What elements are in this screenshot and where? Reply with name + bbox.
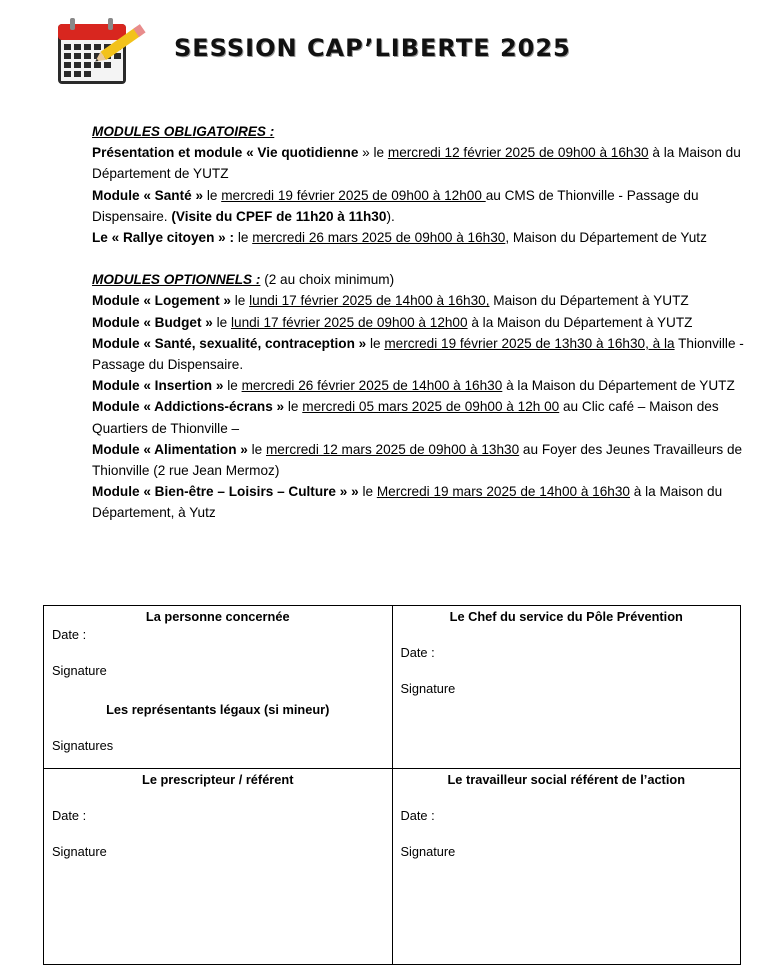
module-alimentation: Module « Alimentation » le mercredi 12 mars 2025 de 09h00 à 13h30 au Foyer des Jeunes Travailleurs de Thionville (2 rue Jean Mermoz)	[92, 441, 743, 479]
module-rallye-citoyen: Le « Rallye citoyen » : le mercredi 26 mars 2025 de 09h00 à 16h30, Maison du Département de Yutz	[92, 230, 707, 246]
document-body	[92, 121, 752, 524]
calendar-pencil-icon	[52, 14, 154, 88]
cell-title: Le prescripteur / référent	[142, 772, 294, 787]
module-logement: Module « Logement » le lundi 17 février 2025 de 14h00 à 16h30, Maison du Département à YUTZ	[92, 293, 689, 309]
module-budget: Module « Budget » le lundi 17 février 2025 de 09h00 à 12h00 à la Maison du Département à YUTZ	[92, 314, 693, 330]
module-addictions-ecrans: Module « Addictions-écrans » le mercredi 05 mars 2025 de 09h00 à 12h 00 au Clic café – Maison des Quartiers de Thionville –	[92, 399, 719, 436]
signature-cell-chef	[392, 606, 741, 769]
module-sante-sexualite: Module « Santé, sexualité, contraception » le mercredi 19 février 2025 de 13h30 à 16h30, à la Thionville - Passage du Dispensaire.	[92, 335, 744, 373]
date-label: Date :	[400, 645, 435, 660]
cell-title: Le Chef du service du Pôle Prévention	[449, 609, 683, 624]
cell-title: Le travailleur social référent de l’action	[447, 772, 686, 787]
signature-label: Signature	[400, 844, 456, 859]
date-label: Date :	[52, 627, 87, 642]
cell-title: La personne concernée	[145, 609, 290, 624]
signature-label: Signature	[52, 663, 107, 678]
signature-label: Signature	[52, 844, 107, 859]
module-sante: Module « Santé » le mercredi 19 février 2025 de 09h00 à 12h00 au CMS de Thionville - Passage du Dispensaire. (Visite du CPEF de 11h20 à 11h30).	[92, 187, 699, 224]
signatures-label: Signatures	[52, 738, 114, 753]
signature-cell-personne	[44, 606, 393, 769]
module-bien-etre: Module « Bien-être – Loisirs – Culture » » le Mercredi 19 mars 2025 de 14h00 à 16h30 à la Maison du Département, à Yutz	[92, 484, 723, 521]
cell-subtitle: Les représentants légaux (si mineur)	[106, 702, 330, 717]
date-label: Date :	[52, 808, 87, 823]
module-insertion: Module « Insertion » le mercredi 26 février 2025 de 14h00 à 16h30 à la Maison du Département de YUTZ	[92, 378, 735, 394]
section-spacer	[92, 248, 752, 269]
obligatoires-heading: MODULES OBLIGATOIRES :	[92, 124, 275, 139]
optionnels-heading: MODULES OPTIONNELS : (2 au choix minimum)	[92, 272, 395, 288]
signature-table	[43, 605, 741, 965]
signature-cell-travailleur	[392, 769, 741, 965]
signature-cell-prescripteur	[44, 769, 393, 965]
date-label: Date :	[400, 808, 435, 823]
page-title: SESSION CAP’LIBERTE 2025	[174, 34, 571, 62]
module-vie-quotidienne: Présentation et module « Vie quotidienne » le mercredi 12 février 2025 de 09h00 à 16h30 à la Maison du Département de YUTZ	[92, 145, 741, 182]
signature-label: Signature	[400, 681, 456, 696]
